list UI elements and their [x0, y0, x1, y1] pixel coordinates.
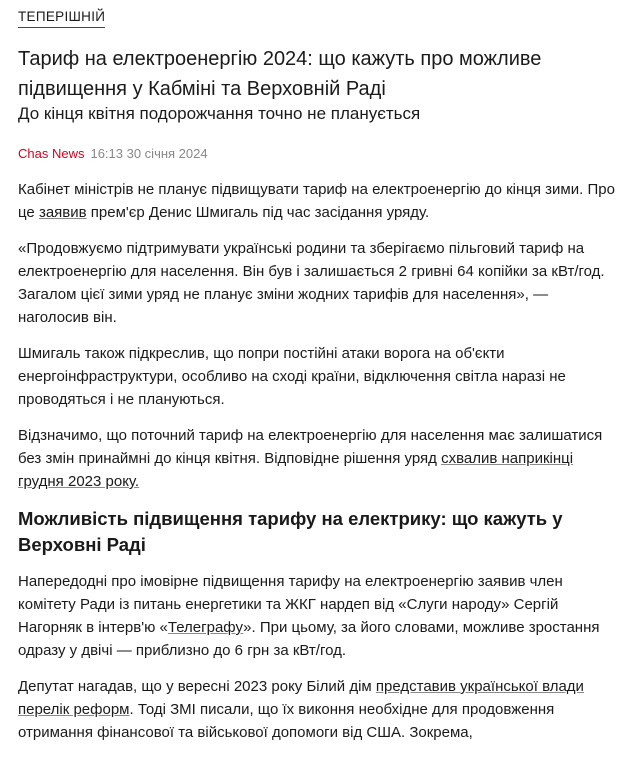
- paragraph-text: Відзначимо, що поточний тариф на електроенергію для населення має залишатися без змін принаймні до кінця квітня. Відповідне рішення уряд: [18, 427, 603, 467]
- section-tag-link[interactable]: ТЕПЕРІШНІЙ: [18, 9, 105, 28]
- paragraph-4: [18, 424, 618, 493]
- paragraph-text: прем'єр Денис Шмигаль під час засідання уряду.: [86, 204, 430, 221]
- telegraf-link[interactable]: Телеграфу: [167, 619, 244, 636]
- statement-link[interactable]: заявив: [38, 204, 87, 221]
- reforms-link[interactable]: представив української влади перелік реформ: [18, 678, 584, 718]
- paragraph-text: Депутат нагадав, що у вересні 2023 року Білий дім: [18, 678, 376, 695]
- section-heading: Можливість підвищення тарифу на електрику: що кажуть у Верховні Раді: [18, 508, 563, 555]
- publish-date: 16:13 30 січня 2024: [90, 146, 208, 161]
- paragraph-text: Напередодні про імовірне підвищення тарифу на електроенергію заявив член комітету Ради із питань енергетики та ЖКГ нардеп від «Слуги народу» Сергій Нагорняк в інтерв'ю «: [18, 573, 563, 636]
- decision-link[interactable]: схвалив наприкінці грудня 2023 року.: [18, 450, 574, 490]
- paragraph-text: ». При цьому, за його словами, можливе зростання одразу у двічі — приблизно до 6 грн за кВт/год.: [18, 619, 600, 659]
- source-link[interactable]: Chas News: [18, 146, 85, 161]
- paragraph-5: [18, 570, 618, 662]
- paragraph-text: . Тоді ЗМІ писали, що їх виконня необхідне для продовження отримання фінансової та військової допомоги від США. Зокрема,: [18, 701, 555, 741]
- article-body: [18, 178, 618, 757]
- article-meta: [18, 146, 208, 162]
- paragraph-6: [18, 675, 618, 744]
- article-title: Тариф на електроенергію 2024: що кажуть про можливе підвищення у Кабміні та Верховній Раді: [18, 48, 542, 100]
- paragraph-2-quote: «Продовжуємо підтримувати українські родини та зберігаємо пільговий тариф на електроенергію для населення. Він був і залишається 2 гривні 64 копійки за кВт/год. Загалом цієї зими уряд не планує зміни жодних тарифів для населення», — наголосив він.: [18, 240, 605, 326]
- paragraph-3: Шмигаль також підкреслив, що попри постійні атаки ворога на об'єкти енергоінфраструктури, особливо на сході країни, відключення світла наразі не проводяться і не плануються.: [18, 345, 566, 408]
- paragraph-1: [18, 178, 618, 224]
- article-subtitle: До кінця квітня подорожчання точно не планується: [18, 104, 421, 123]
- paragraph-text: Кабінет міністрів не планує підвищувати тариф на електроенергію до кінця зими. Про це: [18, 181, 615, 221]
